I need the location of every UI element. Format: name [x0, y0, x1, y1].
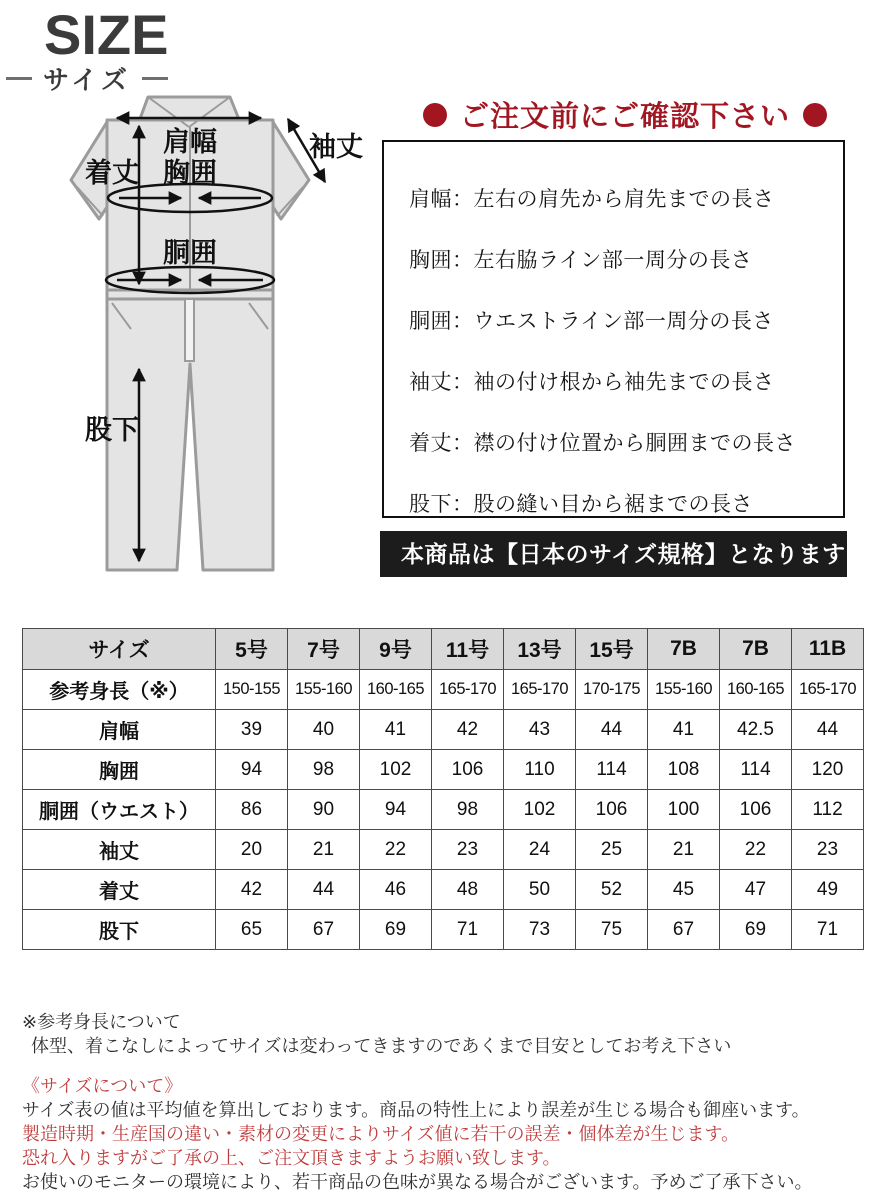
size-table-cell: 22 — [360, 830, 432, 870]
size-table-cell: 67 — [648, 910, 720, 950]
size-table-cell: 49 — [792, 870, 864, 910]
footnote-line: サイズ表の値は平均値を算出しております。商品の特性上により誤差が生じる場合も御座います。 — [22, 1100, 810, 1120]
definition-item — [409, 488, 843, 518]
size-table-cell: 45 — [648, 870, 720, 910]
size-table-cell: 102 — [504, 790, 576, 830]
definition-desc: 袖の付け根から袖先までの長さ — [473, 371, 775, 394]
size-table-cell: 106 — [576, 790, 648, 830]
size-table-cell: 50 — [504, 870, 576, 910]
size-table-cell: 98 — [288, 750, 360, 790]
size-table-cell: 110 — [504, 750, 576, 790]
definition-item — [409, 244, 843, 274]
fly-placket-shape — [185, 299, 194, 361]
size-table-cell: 90 — [288, 790, 360, 830]
size-table-row — [23, 830, 864, 870]
size-table-cell: 94 — [216, 750, 288, 790]
size-table-body — [23, 670, 864, 950]
size-table-row — [23, 750, 864, 790]
size-table-cell: 42 — [216, 870, 288, 910]
size-table-cell: 43 — [504, 710, 576, 750]
size-table-cell: 41 — [648, 710, 720, 750]
size-table-cell: 42.5 — [720, 710, 792, 750]
bullet-icon — [423, 103, 447, 127]
subtitle-text: サイズ — [43, 65, 131, 95]
size-table-cell: 100 — [648, 790, 720, 830]
page-title: SIZE — [44, 3, 169, 66]
definition-term: 胴囲： — [409, 310, 474, 333]
size-table-cell: 44 — [576, 710, 648, 750]
size-table-cell: 108 — [648, 750, 720, 790]
definition-term: 着丈： — [409, 432, 474, 455]
size-table-head-row — [23, 629, 864, 670]
size-table-cell: 112 — [792, 790, 864, 830]
footnotes — [22, 1010, 882, 1194]
size-table — [22, 628, 864, 950]
notice-title: ご注文前にご確認下さい — [459, 101, 790, 133]
size-table-column-header: 7号 — [288, 629, 360, 670]
diagram-label-inseam: 股下 — [85, 415, 139, 445]
definition-box — [382, 140, 845, 518]
size-table-column-header: 5号 — [216, 629, 288, 670]
size-table-row — [23, 710, 864, 750]
subtitle-dash-left — [6, 77, 32, 80]
footnote-line: 製造時期・生産国の違い・素材の変更によりサイズ値に若干の誤差・個体差が生じます。 — [22, 1124, 740, 1144]
diagram-label-waist-girth: 胴囲 — [163, 238, 217, 268]
size-table-cell: 71 — [792, 910, 864, 950]
definition-term: 肩幅： — [409, 188, 474, 211]
definition-desc: ウエストライン部一周分の長さ — [473, 310, 774, 333]
size-table-cell: 25 — [576, 830, 648, 870]
definition-term: 胸囲： — [409, 249, 474, 272]
size-table-cell: 94 — [360, 790, 432, 830]
size-table-cell: 65 — [216, 910, 288, 950]
size-table-cell: 165-170 — [504, 670, 576, 710]
size-table-row-label: 袖丈 — [23, 830, 216, 870]
definition-term: 袖丈： — [409, 371, 474, 394]
size-table-row — [23, 790, 864, 830]
size-table-cell: 75 — [576, 910, 648, 950]
size-table-cell: 98 — [432, 790, 504, 830]
bullet-icon — [803, 103, 827, 127]
definition-list — [409, 183, 843, 518]
size-table-cell: 73 — [504, 910, 576, 950]
notice-header — [388, 94, 862, 135]
size-table-cell: 41 — [360, 710, 432, 750]
diagram-label-body-length: 着丈 — [85, 158, 139, 188]
definition-desc: 左右の肩先から肩先までの長さ — [473, 188, 775, 211]
size-table-row — [23, 670, 864, 710]
size-table-cell: 23 — [432, 830, 504, 870]
size-table-cell: 21 — [648, 830, 720, 870]
size-table-cell: 42 — [432, 710, 504, 750]
size-table-cell: 69 — [720, 910, 792, 950]
size-table-cell: 44 — [792, 710, 864, 750]
size-table-cell: 22 — [720, 830, 792, 870]
size-table-cell: 52 — [576, 870, 648, 910]
size-table-cell: 160-165 — [360, 670, 432, 710]
size-table-cell: 21 — [288, 830, 360, 870]
definition-item — [409, 427, 843, 457]
size-table-row-label: 着丈 — [23, 870, 216, 910]
size-table-cell: 23 — [792, 830, 864, 870]
size-table-cell: 114 — [720, 750, 792, 790]
diagram-label-shoulder-width: 肩幅 — [163, 127, 217, 157]
size-table-cell: 20 — [216, 830, 288, 870]
size-table-row — [23, 910, 864, 950]
size-table-cell: 170-175 — [576, 670, 648, 710]
size-table-cell: 24 — [504, 830, 576, 870]
size-table-cell: 40 — [288, 710, 360, 750]
size-table-column-header: 7B — [720, 629, 792, 670]
size-table-cell: 160-165 — [720, 670, 792, 710]
size-table-column-header: 11号 — [432, 629, 504, 670]
diagram-label-sleeve-length: 袖丈 — [309, 132, 363, 162]
size-table-cell: 86 — [216, 790, 288, 830]
size-table-cell: 39 — [216, 710, 288, 750]
size-table-cell: 48 — [432, 870, 504, 910]
definition-item — [409, 366, 843, 396]
footnote-line: お使いのモニターの環境により、若干商品の色味が異なる場合がございます。予めご了承下さい。 — [22, 1172, 813, 1192]
size-table-cell: 106 — [720, 790, 792, 830]
definition-desc: 襟の付け位置から胴囲までの長さ — [473, 432, 796, 455]
size-table-column-header: 9号 — [360, 629, 432, 670]
footnote-line: 《サイズについて》 — [22, 1076, 183, 1096]
size-table-cell: 47 — [720, 870, 792, 910]
size-table-cell: 165-170 — [432, 670, 504, 710]
size-table-cell: 150-155 — [216, 670, 288, 710]
right-sleeve-shape — [273, 122, 309, 219]
size-table-cell: 71 — [432, 910, 504, 950]
footnote-line: 体型、着こなしによってサイズは変わってきますのであくまで目安としてお考え下さい — [31, 1036, 732, 1056]
definition-item — [409, 183, 843, 213]
size-table-row-label: 胸囲 — [23, 750, 216, 790]
size-table-cell: 114 — [576, 750, 648, 790]
footnote-line: ※参考身長について — [22, 1012, 181, 1032]
size-table-cell: 106 — [432, 750, 504, 790]
size-table-column-header: 7B — [648, 629, 720, 670]
size-table-row-label: 肩幅 — [23, 710, 216, 750]
definition-term: 股下： — [409, 493, 474, 516]
size-table-corner-header: サイズ — [23, 629, 216, 670]
size-table-column-header: 13号 — [504, 629, 576, 670]
size-table-row-label: 参考身長（※） — [23, 670, 216, 710]
definition-desc: 左右脇ライン部一周分の長さ — [473, 249, 753, 272]
size-table-cell: 46 — [360, 870, 432, 910]
size-table-cell: 102 — [360, 750, 432, 790]
subtitle-dash-right — [142, 77, 168, 80]
diagram-label-chest-girth: 胸囲 — [163, 158, 217, 188]
size-table-column-header: 11B — [792, 629, 864, 670]
size-table-cell: 67 — [288, 910, 360, 950]
size-table-row — [23, 870, 864, 910]
footnote-line: 恐れ入りますがご了承の上、ご注文頂きますようお願い致します。 — [22, 1148, 561, 1168]
definition-desc: 股の縫い目から裾までの長さ — [473, 493, 753, 516]
size-table-cell: 44 — [288, 870, 360, 910]
size-table-row-label: 胴囲（ウエスト） — [23, 790, 216, 830]
definition-item — [409, 305, 843, 335]
size-table-row-label: 股下 — [23, 910, 216, 950]
size-table-cell: 165-170 — [792, 670, 864, 710]
size-table-cell: 120 — [792, 750, 864, 790]
size-table-cell: 69 — [360, 910, 432, 950]
garment-diagram — [55, 88, 405, 603]
size-table-column-header: 15号 — [576, 629, 648, 670]
japan-size-banner: 本商品は【日本のサイズ規格】となります — [380, 531, 847, 577]
size-table-cell: 155-160 — [648, 670, 720, 710]
size-table-cell: 155-160 — [288, 670, 360, 710]
